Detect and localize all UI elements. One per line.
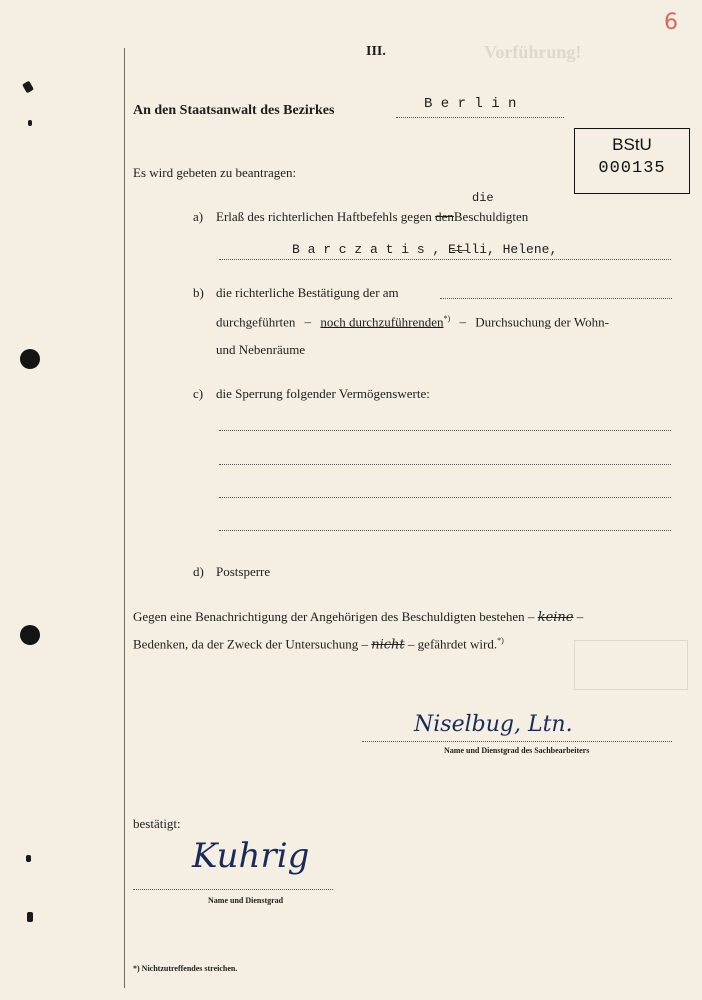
district-value: B e r l i n <box>424 96 517 112</box>
notification-line2-text: Bedenken, da der Zweck der Untersuchung – <box>133 636 368 652</box>
notification-line1-end: – <box>576 609 584 624</box>
paper-speck <box>26 855 31 862</box>
notification-line2-end: – gefährdet wird. <box>407 636 498 652</box>
notification-line1-text: Gegen eine Benachrichtigung der Angehörigen des Beschuldigten bestehen – <box>133 609 535 624</box>
item-a-text-after: Beschuldigten <box>453 209 529 224</box>
district-line <box>396 117 564 118</box>
confirmation-caption: Name und Dienstgrad <box>208 896 284 905</box>
notification-line2 <box>133 636 504 652</box>
paper-speck <box>28 120 32 126</box>
item-a-struck-article: den <box>435 209 454 224</box>
assets-line-2 <box>219 464 671 465</box>
item-b-part3: Durchsuchung der Wohn- <box>475 314 609 330</box>
staple-mark <box>22 81 34 94</box>
assets-line-4 <box>219 530 671 531</box>
recipient-label: An den Staatsanwalt des Bezirkes <box>133 103 335 118</box>
notification-line1 <box>133 609 583 625</box>
notification-footmark: *) <box>497 636 504 645</box>
item-b-line3: und Nebenräume <box>216 342 306 357</box>
date-line <box>440 298 672 299</box>
item-a-letter: a) <box>193 209 204 224</box>
officer-signature: Niselbug, Ltn. <box>414 712 573 737</box>
notification-struck-word1: keine <box>537 610 574 625</box>
punch-hole-top <box>20 349 40 369</box>
item-b-part2: noch durchzuführenden <box>320 314 444 330</box>
confirmation-signature: Kuhrig <box>192 836 310 876</box>
stamp-number: 000135 <box>598 159 666 178</box>
confirmation-label: bestätigt: <box>133 816 181 831</box>
bleed-through: Vorführung! <box>484 42 582 62</box>
item-a-inserted-article: die <box>472 191 494 205</box>
item-a-text-before: Erlaß des richterlichen Haftbefehls gegen <box>216 209 432 224</box>
item-b-line1: die richterliche Bestätigung der am <box>216 285 399 300</box>
confirmation-signature-line <box>133 889 333 890</box>
item-c-letter: c) <box>193 386 204 401</box>
paper-speck <box>27 912 33 922</box>
officer-signature-line <box>362 741 672 742</box>
item-b-dash1: – <box>304 314 312 330</box>
item-b-line2 <box>216 314 609 330</box>
request-intro: Es wird gebeten zu beantragen: <box>133 165 297 180</box>
assets-line-3 <box>219 497 671 498</box>
item-d-letter: d) <box>193 564 204 579</box>
margin-rule <box>124 48 125 988</box>
section-number: III. <box>366 44 386 59</box>
assets-line-1 <box>219 430 671 431</box>
footnote: *) Nichtzutreffendes streichen. <box>133 964 238 973</box>
item-a-text <box>216 209 528 225</box>
accused-name: B a r c z a t i s , E̶t̶lli, Helene, <box>292 242 558 257</box>
item-b-footmark: *) <box>443 314 451 323</box>
item-b-part1: durchgeführten <box>216 314 296 330</box>
bleed-through-stamp <box>574 640 688 690</box>
notification-struck-word2: nicht <box>371 637 405 653</box>
punch-hole-bottom <box>20 625 40 645</box>
item-b-letter: b) <box>193 285 204 300</box>
item-b-dash2: – <box>459 314 466 330</box>
stamp-agency: BStU <box>612 135 652 154</box>
accused-name-line <box>219 259 671 260</box>
item-d-text: Postsperre <box>216 564 271 579</box>
archive-stamp <box>574 128 690 194</box>
page-number-mark: 6 <box>664 10 678 35</box>
officer-signature-caption: Name und Dienstgrad des Sachbearbeiters <box>444 746 590 755</box>
item-c-text: die Sperrung folgender Vermögenswerte: <box>216 386 430 401</box>
